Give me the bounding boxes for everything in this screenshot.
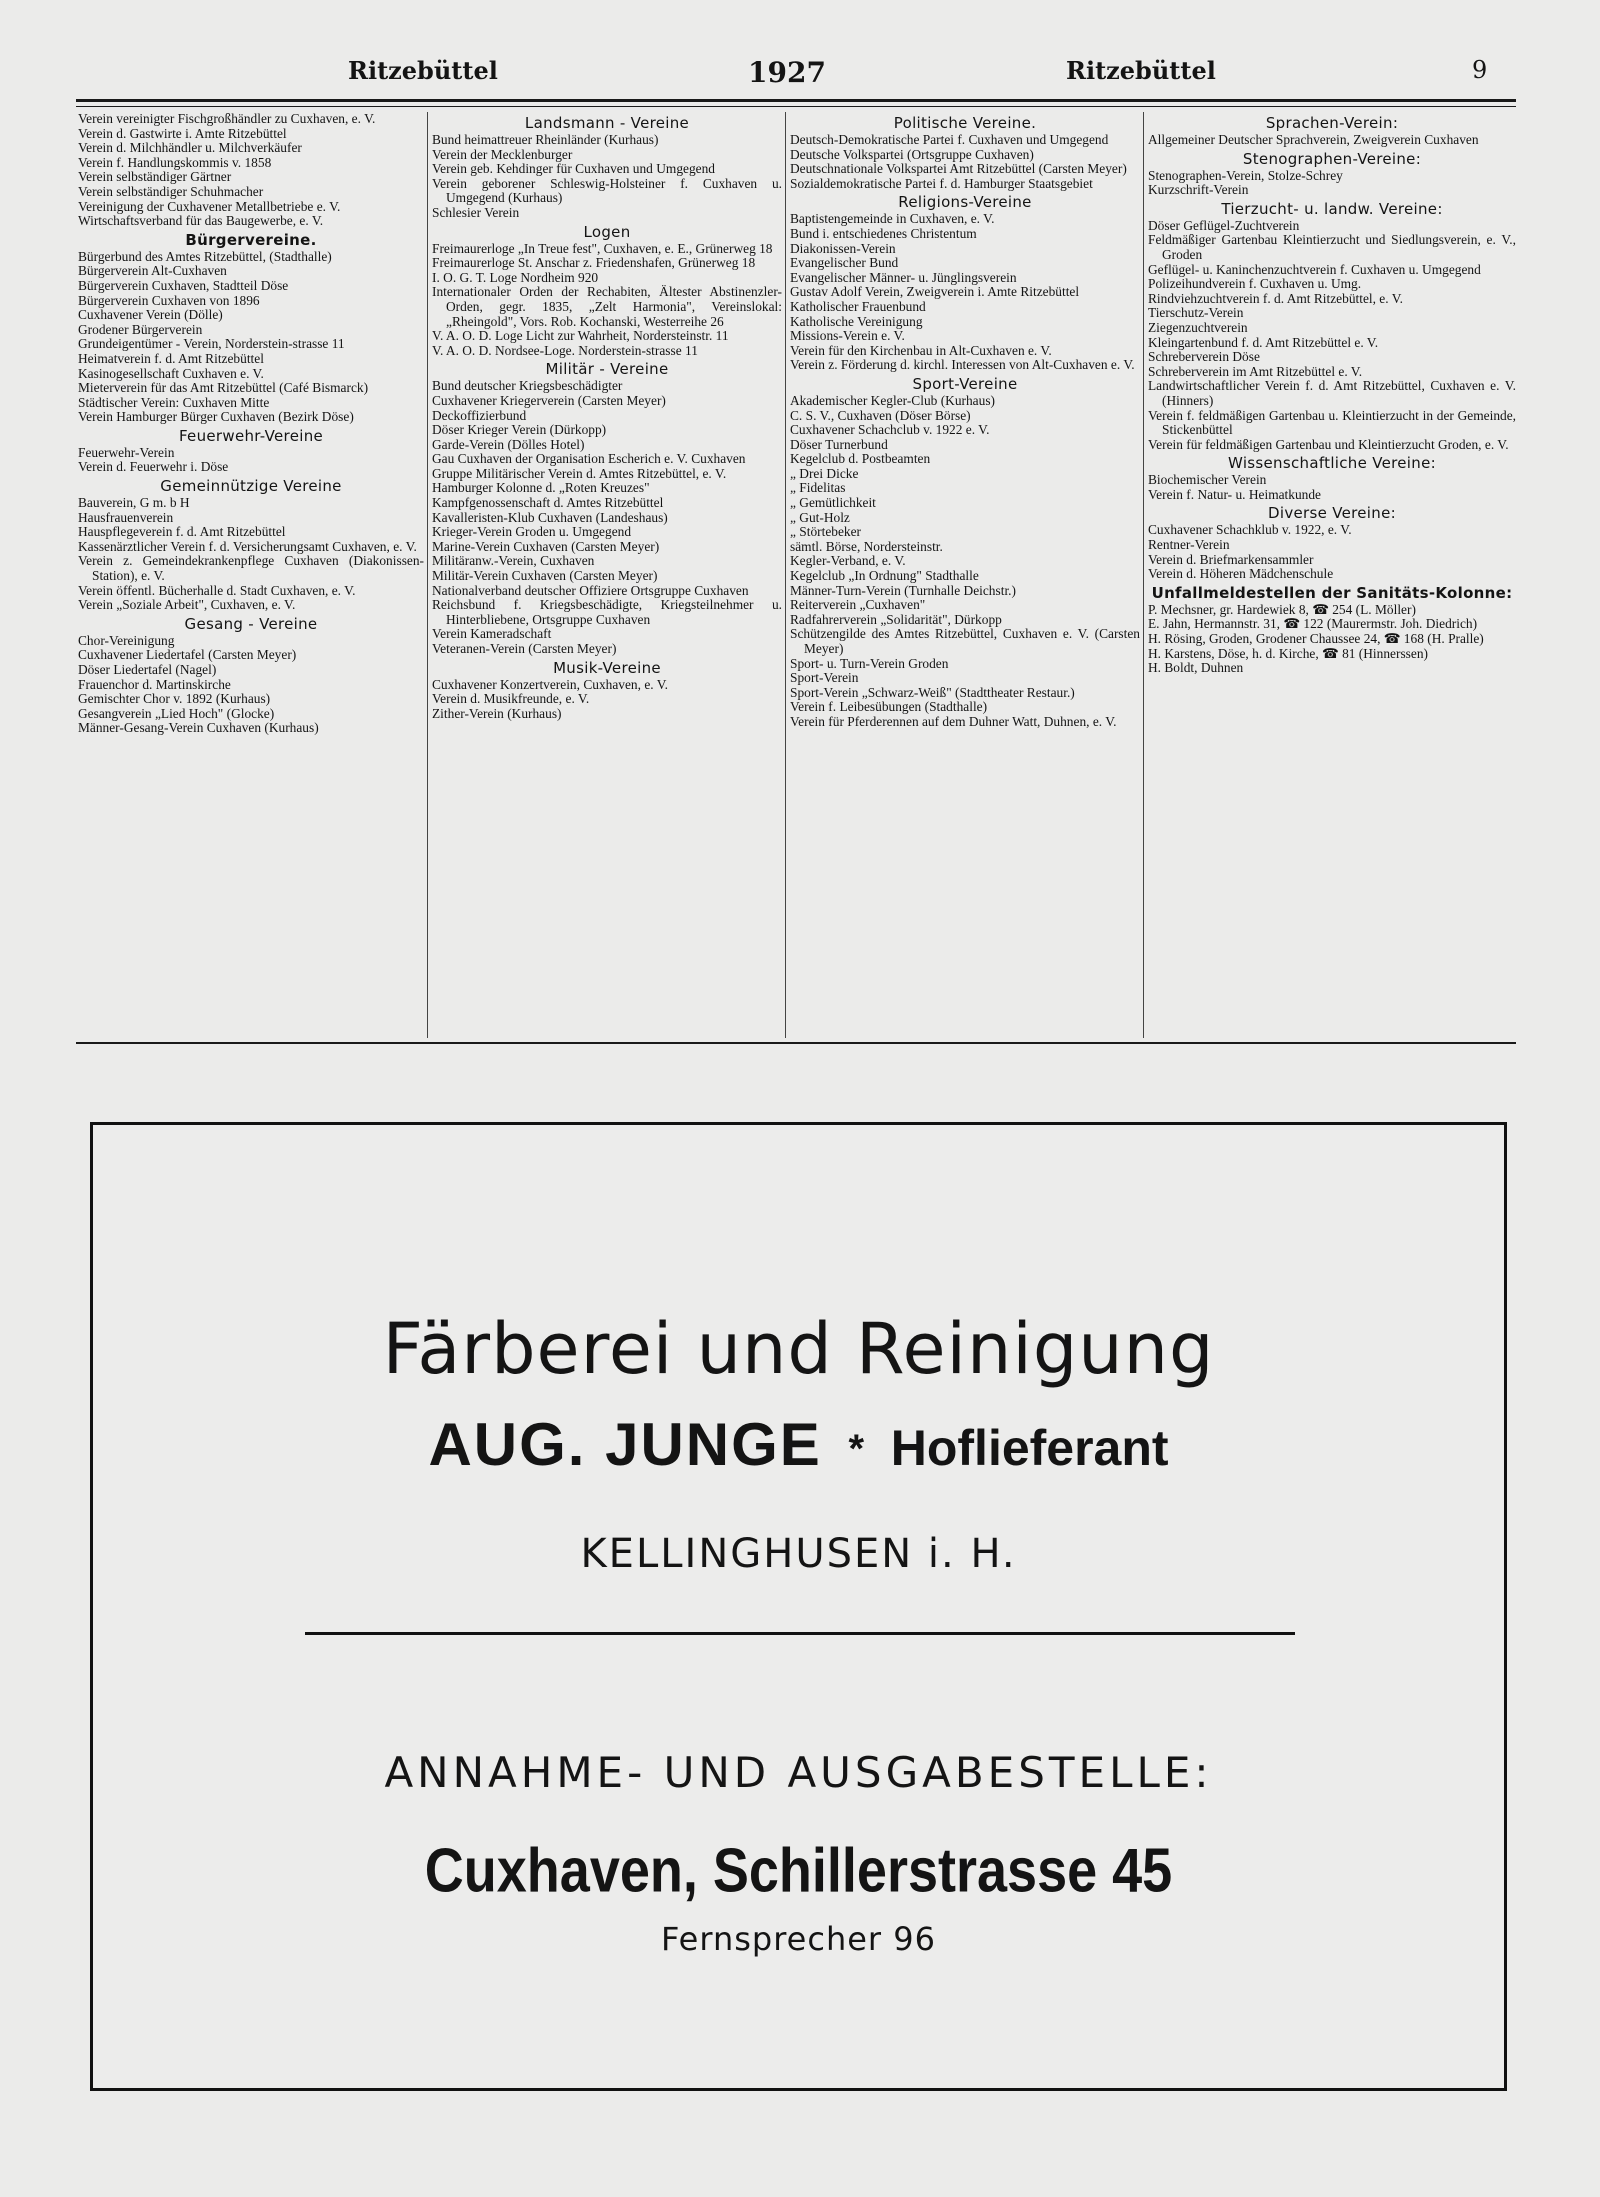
column-divider [1143, 112, 1144, 1038]
directory-entry: Verein Hamburger Bürger Cuxhaven (Bezirk Döse) [78, 409, 354, 425]
directory-entry: Verein f. Leibesübungen (Stadthalle) [790, 699, 988, 715]
directory-entry: Marine-Verein Cuxhaven (Carsten Meyer) [432, 538, 660, 554]
section-heading: Religions-Vereine [898, 193, 1032, 212]
directory-entry: Verein z. Förderung d. kirchl. Interessen von Alt-Cuxhaven e. V. [790, 357, 1135, 373]
directory-entry: Verein für Pferderennen auf dem Duhner Watt, Duhnen, e. V. [790, 713, 1117, 729]
section-heading: Gesang - Vereine [184, 614, 318, 633]
directory-entry: Bund deutscher Kriegsbeschädigter [432, 378, 623, 394]
directory-entry: Nationalverband deutscher Offiziere Ortsgruppe Cuxhaven [432, 582, 749, 598]
directory-entry: Bürgerverein Alt-Cuxhaven [78, 263, 227, 279]
directory-entry: „ Gut-Holz [790, 509, 850, 525]
directory-entry: Cuxhavener Liedertafel (Carsten Meyer) [78, 647, 297, 663]
directory-entry: V. A. O. D. Nordsee-Loge. Norderstein-strasse 11 [432, 342, 698, 358]
section-heading: Feuerwehr-Vereine [178, 426, 324, 445]
directory-entry: Missions-Verein e. V. [790, 328, 905, 344]
directory-entry: Verein für feldmäßigen Gartenbau und Kleintierzucht Groden, e. V. [1148, 436, 1509, 452]
directory-entry: H. Rösing, Groden, Grodener Chaussee 24, ☎ 168 (H. Pralle) [1148, 631, 1484, 647]
directory-entry: Verein f. Natur- u. Heimatkunde [1148, 486, 1322, 502]
section-heading: Sport-Vereine [912, 374, 1018, 393]
directory-entry: Diakonissen-Verein [790, 240, 896, 256]
directory-entry: V. A. O. D. Loge Licht zur Wahrheit, Nordersteinstr. 11 [432, 328, 729, 344]
directory-entry: Krieger-Verein Groden u. Umgegend [432, 524, 632, 540]
directory-entry: Vereinigung der Cuxhavener Metallbetriebe e. V. [78, 198, 341, 214]
directory-entry: Gruppe Militärischer Verein d. Amtes Ritzebüttel, e. V. [432, 465, 727, 481]
directory-entry: H. Karstens, Döse, h. d. Kirche, ☎ 81 (Hinnerssen) [1148, 645, 1428, 661]
directory-entry: „ Drei Dicke [790, 465, 859, 481]
column-divider [427, 112, 428, 1038]
directory-entry: Rentner-Verein [1148, 537, 1230, 553]
directory-entry: „ Fidelitas [790, 480, 846, 496]
directory-entry: Döser Geflügel-Zuchtverein [1148, 217, 1300, 233]
directory-entry: Verein d. Musikfreunde, e. V. [432, 691, 590, 707]
directory-entry: Verein f. Handlungskommis v. 1858 [78, 154, 272, 170]
directory-entry: Militäranw.-Verein, Cuxhaven [432, 553, 595, 569]
directory-entry: Verein geb. Kehdinger für Cuxhaven und Umgegend [432, 161, 715, 177]
section-heading: Wissenschaftliche Vereine: [1228, 454, 1436, 473]
directory-entry: Garde-Verein (Dölles Hotel) [432, 436, 585, 452]
ad-branch-address: Cuxhaven, Schillerstrasse 45 [424, 1836, 1173, 1906]
ad-divider [305, 1632, 1295, 1635]
directory-entry: Kampfgenossenschaft d. Amtes Ritzebüttel [432, 495, 664, 511]
directory-entry: Döser Liedertafel (Nagel) [78, 662, 217, 677]
section-heading: Bürgervereine. [185, 230, 317, 249]
column-divider [785, 112, 786, 1038]
directory-entry: Ziegenzuchtverein [1148, 319, 1248, 335]
directory-entry: Hausfrauenverein [78, 509, 174, 525]
ad-location: KELLINGHUSEN i. H. [580, 1531, 1017, 1577]
directory-entry: Verein öffentl. Bücherhalle d. Stadt Cuxhaven, e. V. [78, 582, 356, 598]
directory-entry: H. Boldt, Duhnen [1148, 660, 1244, 676]
directory-entry: Verein z. Gemeindekrankenpflege Cuxhaven (Diakonissen-Station), e. V. [78, 553, 424, 584]
section-heading: Musik-Vereine [553, 658, 661, 677]
section-heading: Stenographen-Vereine: [1242, 149, 1422, 168]
directory-entry: Gemischter Chor v. 1892 (Kurhaus) [78, 691, 271, 707]
columns-bottom-rule [76, 1042, 1516, 1044]
directory-entry: Hauspflegeverein f. d. Amt Ritzebüttel [78, 524, 286, 540]
directory-entry: Schlesier Verein [432, 204, 520, 220]
ad-brand-name: AUG. JUNGE [428, 1411, 822, 1478]
directory-entry: Bund i. entschiedenes Christentum [790, 225, 977, 241]
directory-entry: sämtl. Börse, Nordersteinstr. [790, 538, 943, 554]
ad-headline: Färberei und Reinigung [382, 1308, 1215, 1390]
directory-entry: Grundeigentümer - Verein, Norderstein-strasse 11 [78, 336, 345, 352]
directory-entry: Kasinogesellschaft Cuxhaven e. V. [78, 365, 264, 381]
directory-entry: Verein Kameradschaft [432, 626, 552, 642]
directory-entry: C. S. V., Cuxhaven (Döser Börse) [790, 407, 971, 423]
directory-column-4 [1148, 112, 1516, 1038]
directory-entry: Deutschnationale Volkspartei Amt Ritzebüttel (Carsten Meyer) [790, 161, 1127, 177]
directory-entry: Verein d. Gastwirte i. Amte Ritzebüttel [78, 125, 287, 141]
directory-entry: Reiterverein „Cuxhaven" [790, 597, 926, 613]
directory-entry: Baptistengemeinde in Cuxhaven, e. V. [790, 211, 995, 227]
directory-entry: Akademischer Kegler-Club (Kurhaus) [790, 392, 995, 408]
directory-entry: Sport- u. Turn-Verein Groden [790, 655, 949, 671]
directory-entry: Kassenärztlicher Verein f. d. Versicherungsamt Cuxhaven, e. V. [78, 538, 417, 554]
directory-entry: Mieterverein für das Amt Ritzebüttel (Café Bismarck) [78, 380, 369, 396]
section-heading: Unfallmeldestellen der Sanitäts-Kolonne: [1151, 583, 1513, 602]
ad-company-line [93, 1410, 1504, 1484]
directory-entry: Wirtschaftsverband für das Baugewerbe, e. V. [78, 213, 324, 229]
directory-column-3 [790, 112, 1140, 1038]
directory-entry: Evangelischer Bund [790, 255, 899, 271]
header-rule-thin [76, 106, 1516, 107]
directory-entry: Militär-Verein Cuxhaven (Carsten Meyer) [432, 568, 658, 584]
section-heading: Diverse Vereine: [1268, 504, 1396, 523]
directory-entry: Gustav Adolf Verein, Zweigverein i. Amte Ritzebüttel [790, 284, 1080, 300]
directory-entry: Städtischer Verein: Cuxhaven Mitte [78, 394, 270, 410]
directory-entry: Grodener Bürgerverein [78, 321, 203, 337]
directory-entry: Veteranen-Verein (Carsten Meyer) [432, 641, 617, 656]
directory-entry: Männer-Turn-Verein (Turnhalle Deichstr.) [790, 582, 1016, 598]
section-heading: Landsmann - Vereine [524, 114, 690, 132]
directory-entry: Sport-Verein „Schwarz-Weiß" (Stadttheater Restaur.) [790, 684, 1075, 700]
directory-entry: Verein d. Feuerwehr i. Döse [78, 459, 229, 475]
directory-entry: P. Mechsner, gr. Hardewiek 8, ☎ 254 (L. Möller) [1148, 601, 1416, 617]
directory-entry: Tierschutz-Verein [1148, 305, 1244, 321]
directory-entry: Kleingartenbund f. d. Amt Ritzebüttel e. V. [1148, 334, 1379, 350]
directory-entry: Katholischer Frauenbund [790, 298, 926, 314]
directory-entry: Kegelclub „In Ordnung" Stadthalle [790, 568, 979, 584]
directory-entry: Kurzschrift-Verein [1148, 182, 1249, 198]
directory-entry: Hamburger Kolonne d. „Roten Kreuzes" [432, 480, 650, 496]
ad-brand-title: Hoflieferant [890, 1420, 1169, 1476]
directory-entry: Bürgerverein Cuxhaven, Stadtteil Döse [78, 277, 289, 293]
page-number: 9 [1472, 56, 1488, 84]
directory-entry: Sozialdemokratische Partei f. d. Hamburger Staatsgebiet [790, 175, 1093, 191]
directory-column-1 [78, 112, 424, 1038]
directory-entry: Freimaurerloge St. Anschar z. Friedenshafen, Grünerweg 18 [432, 255, 756, 271]
directory-entry: I. O. G. T. Loge Nordheim 920 [432, 269, 599, 285]
directory-entry: Verein geborener Schleswig-Holsteiner f. Cuxhaven u. Umgegend (Kurhaus) [432, 175, 782, 206]
directory-entry: Feldmäßiger Gartenbau Kleintierzucht und Siedlungsverein, e. V., Groden [1148, 232, 1516, 262]
directory-entry: Heimatverein f. d. Amt Ritzebüttel [78, 350, 264, 366]
directory-entry: Cuxhavener Schachklub v. 1922, e. V. [1148, 522, 1352, 538]
directory-entry: Evangelischer Männer- u. Jünglingsverein [790, 269, 1017, 285]
directory-entry: Feuerwehr-Verein [78, 444, 175, 460]
directory-entry: Kavalleristen-Klub Cuxhaven (Landeshaus) [432, 509, 668, 525]
directory-entry: Verein selbständiger Schuhmacher [78, 183, 264, 199]
section-heading: Politische Vereine. [893, 114, 1037, 132]
directory-entry: Freimaurerloge „In Treue fest", Cuxhaven, e. E., Grünerweg 18 [432, 240, 773, 256]
section-heading: Militär - Vereine [545, 360, 669, 379]
directory-entry: Schreberverein Döse [1148, 349, 1260, 365]
directory-entry: Landwirtschaftlicher Verein f. d. Amt Ritzebüttel, Cuxhaven e. V. (Hinners) [1148, 378, 1516, 408]
directory-entry: Cuxhavener Kriegerverein (Carsten Meyer) [432, 392, 666, 408]
directory-entry: Männer-Gesang-Verein Cuxhaven (Kurhaus) [78, 720, 319, 736]
directory-entry: Chor-Vereinigung [78, 632, 175, 648]
directory-entry: „ Gemütlichkeit [790, 495, 876, 511]
directory-entry: Bund heimattreuer Rheinländer (Kurhaus) [432, 132, 659, 147]
directory-entry: Verein d. Höheren Mädchenschule [1148, 566, 1334, 582]
directory-entry: Verein selbständiger Gärtner [78, 169, 232, 185]
directory-entry: Döser Krieger Verein (Dürkopp) [432, 422, 607, 438]
directory-entry: Verein der Mecklenburger [432, 146, 573, 162]
ad-star-separator: * [848, 1427, 865, 1472]
directory-entry: Döser Turnerbund [790, 436, 888, 452]
directory-entry: Bürgerbund des Amtes Ritzebüttel, (Stadthalle) [78, 248, 332, 264]
directory-entry: Verein für den Kirchenbau in Alt-Cuxhaven e. V. [790, 342, 1052, 358]
directory-entry: Verein d. Briefmarkensammler [1148, 551, 1314, 567]
directory-entry: Schreberverein im Amt Ritzebüttel e. V. [1148, 363, 1363, 379]
directory-entry: Gesangverein „Lied Hoch" (Glocke) [78, 705, 275, 721]
section-heading: Logen [583, 222, 631, 241]
running-head-right: Ritzebüttel [1066, 56, 1216, 85]
ad-phone: Fernsprecher 96 [661, 1920, 936, 1958]
directory-entry: Deckoffizierbund [432, 407, 527, 423]
directory-entry: Reichsbund f. Kriegsbeschädigte, Kriegsteilnehmer u. Hinterbliebene, Ortsgruppe Cuxhaven [432, 597, 782, 627]
directory-entry: Gau Cuxhaven der Organisation Escherich e. V. Cuxhaven [432, 451, 746, 467]
directory-entry: Kegelclub d. Postbeamten [790, 451, 931, 467]
directory-column-2 [432, 112, 782, 1038]
running-head-left: Ritzebüttel [348, 56, 498, 85]
directory-entry: Biochemischer Verein [1148, 472, 1267, 488]
directory-entry: Verein f. feldmäßigen Gartenbau u. Kleintierzucht in der Gemeinde, Stickenbüttel [1148, 407, 1516, 438]
directory-entry: E. Jahn, Hermannstr. 31, ☎ 122 (Maurermstr. Joh. Diedrich) [1148, 616, 1478, 632]
advertisement-box [90, 1122, 1507, 2091]
directory-entry: Deutsch-Demokratische Partei f. Cuxhaven und Umgegend [790, 132, 1109, 147]
directory-entry: Kegler-Verband, e. V. [790, 553, 906, 569]
directory-entry: Frauenchor d. Martinskirche [78, 676, 231, 692]
directory-entry: Schützengilde des Amtes Ritzebüttel, Cuxhaven e. V. (Carsten Meyer) [790, 626, 1140, 656]
header-rule [76, 99, 1516, 102]
directory-entry: Cuxhavener Verein (Dölle) [78, 307, 223, 323]
directory-entry: Cuxhavener Schachclub v. 1922 e. V. [790, 422, 990, 438]
directory-entry: Rindviehzuchtverein f. d. Amt Ritzebüttel, e. V. [1148, 290, 1403, 306]
directory-entry: Bauverein, G m. b H [78, 495, 190, 511]
directory-entry: Zither-Verein (Kurhaus) [432, 705, 562, 721]
ad-branch-label: ANNAHME- UND AUSGABESTELLE: [384, 1748, 1213, 1797]
running-head-year: 1927 [748, 56, 826, 89]
section-heading: Sprachen-Verein: [1265, 114, 1399, 132]
directory-entry: Sport-Verein [790, 670, 859, 686]
directory-entry: Stenographen-Verein, Stolze-Schrey [1148, 167, 1343, 183]
directory-entry: Verein „Soziale Arbeit", Cuxhaven, e. V. [78, 597, 296, 613]
directory-entry: Deutsche Volkspartei (Ortsgruppe Cuxhaven) [790, 146, 1034, 162]
directory-entry: Allgemeiner Deutscher Sprachverein, Zweigverein Cuxhaven [1148, 132, 1479, 147]
directory-entry: Verein d. Milchhändler u. Milchverkäufer [78, 140, 302, 156]
directory-entry: Cuxhavener Konzertverein, Cuxhaven, e. V. [432, 676, 669, 692]
directory-entry: Katholische Vereinigung [790, 313, 923, 329]
directory-entry: Internationaler Orden der Rechabiten, Ältester Abstinenzler-Orden, gegr. 1835, „Zelt Harmonia", Vereinslokal: „Rheingold", Vors. Rob. Kochanski, Westerreihe 26 [432, 284, 782, 329]
directory-entry: Polizeihundverein f. Cuxhaven u. Umg. [1148, 276, 1362, 292]
page-header [76, 56, 1516, 96]
directory-entry: Radfahrerverein „Solidarität", Dürkopp [790, 611, 1002, 627]
directory-entry: „ Störtebeker [790, 524, 862, 540]
directory-entry: Verein vereinigter Fischgroßhändler zu Cuxhaven, e. V. [78, 112, 376, 126]
section-heading: Gemeinnützige Vereine [160, 477, 342, 496]
section-heading: Tierzucht- u. landw. Vereine: [1221, 199, 1443, 218]
directory-entry: Bürgerverein Cuxhaven von 1896 [78, 292, 260, 308]
directory-entry: Geflügel- u. Kaninchenzuchtverein f. Cuxhaven u. Umgegend [1148, 261, 1481, 277]
